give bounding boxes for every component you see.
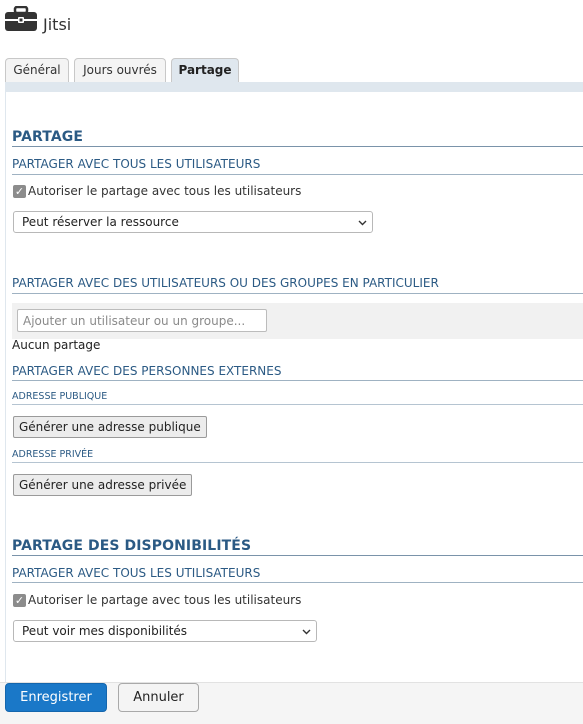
chevron-down-icon (302, 627, 311, 636)
divider (12, 404, 583, 405)
checkbox-checked-icon[interactable]: ✓ (14, 185, 25, 198)
divider (12, 146, 583, 147)
divider (12, 555, 583, 556)
app-header (4, 6, 304, 40)
share-specific-heading: PARTAGER AVEC DES UTILISATEURS OU DES GROUPES EN PARTICULIER (12, 276, 439, 290)
divider (12, 380, 583, 381)
cancel-button[interactable]: Annuler (118, 683, 199, 712)
no-sharing-text: Aucun partage (12, 338, 101, 352)
tab-jours-ouvres[interactable]: Jours ouvrés (74, 58, 166, 82)
checkbox-label: Autoriser le partage avec tous les utilisateurs (28, 184, 302, 198)
tab-general[interactable]: Général (5, 58, 69, 82)
divider (12, 582, 583, 583)
share-all-users-permission-select[interactable] (13, 211, 373, 233)
share-external-heading: PARTAGER AVEC DES PERSONNES EXTERNES (12, 364, 282, 378)
availability-heading: PARTAGE DES DISPONIBILITÉS (12, 538, 252, 554)
divider (12, 293, 583, 294)
public-address-heading: ADRESSE PUBLIQUE (12, 391, 108, 402)
availability-permission-select[interactable] (13, 620, 317, 642)
tab-panel-strip (5, 82, 583, 92)
app-title: Jitsi (43, 15, 72, 34)
select-value: Peut réserver la ressource (22, 215, 179, 229)
sharing-heading: PARTAGE (12, 129, 84, 145)
add-user-or-group-input[interactable] (17, 309, 267, 332)
tab-partage[interactable]: Partage (171, 58, 239, 84)
share-all-users-heading: PARTAGER AVEC TOUS LES UTILISATEURS (12, 157, 261, 171)
chevron-down-icon (358, 218, 367, 227)
private-address-heading: ADRESSE PRIVÉE (12, 449, 94, 460)
divider (12, 174, 583, 175)
briefcase-icon (4, 6, 38, 32)
generate-private-address-button[interactable]: Générer une adresse privée (13, 474, 192, 496)
select-value: Peut voir mes disponibilités (22, 624, 188, 638)
generate-public-address-button[interactable]: Générer une adresse publique (13, 416, 207, 438)
checkbox-checked-icon[interactable]: ✓ (14, 594, 25, 607)
content-border (5, 92, 6, 682)
divider (12, 462, 583, 463)
availability-all-users-heading: PARTAGER AVEC TOUS LES UTILISATEURS (12, 566, 261, 580)
checkbox-label: Autoriser le partage avec tous les utilisateurs (28, 593, 302, 607)
save-button[interactable]: Enregistrer (5, 683, 107, 712)
